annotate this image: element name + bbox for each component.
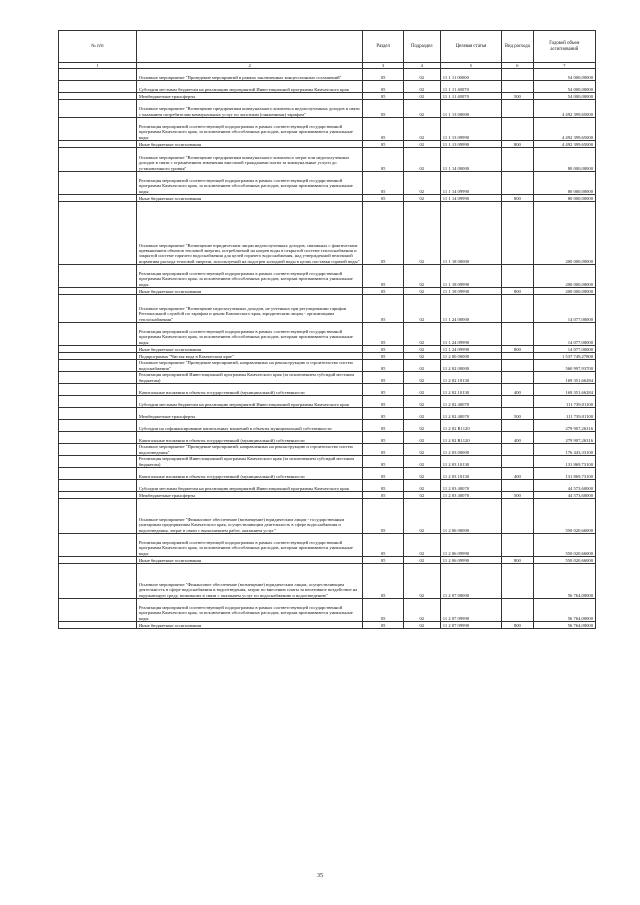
row-name: Реализация мероприятий соответствующей подпрограммы в рамках соответствующей государственной программы Камчатского края, за исключением обособленных расходов, которым присваиваются уникальные коды xyxy=(136,599,363,622)
row-amount: 550 020,66000 xyxy=(533,499,595,534)
row-section: 05 xyxy=(363,195,403,202)
page-number: 35 xyxy=(317,873,323,879)
row-subsection: 02 xyxy=(403,534,440,557)
row-section: 05 xyxy=(363,622,403,629)
row-expense-type xyxy=(502,81,534,93)
row-expense-type: 800 xyxy=(502,195,534,202)
row-name: Субсидии на софинансирование капитальных вложений в объекты муниципальной собственности xyxy=(136,420,363,432)
row-section: 05 xyxy=(363,396,403,408)
row-amount: 14 077,00000 xyxy=(533,323,595,346)
row-expense-type xyxy=(502,456,534,468)
row-name: Основное мероприятие "Возмещение предприятиям коммунального комплекса недополученных доходов в связи с оказанием потребителям коммунальных услуг по льготным (сниженным) тарифам" xyxy=(136,100,363,118)
row-amount: 1 537 749,27800 xyxy=(533,353,595,360)
row-number-cell xyxy=(59,148,137,172)
row-section: 05 xyxy=(363,384,403,396)
row-amount: 200 000,00000 xyxy=(533,202,595,265)
row-name: Основное мероприятие "Проведение мероприятий в рамках заключенных концессионных соглашений" xyxy=(136,69,363,81)
row-article: 11 1 13 09990 xyxy=(440,118,501,141)
row-subsection: 02 xyxy=(403,408,440,420)
table-row xyxy=(59,396,596,408)
row-amount: 131 869,73100 xyxy=(533,468,595,480)
row-section: 05 xyxy=(363,295,403,323)
table-row xyxy=(59,93,596,100)
row-amount: 550 020,66000 xyxy=(533,534,595,557)
row-expense-type xyxy=(502,265,534,288)
header-subsection: Подраздел xyxy=(403,31,440,63)
row-number-cell xyxy=(59,323,137,346)
row-amount: 550 020,66000 xyxy=(533,557,595,564)
table-row xyxy=(59,599,596,622)
row-subsection: 02 xyxy=(403,195,440,202)
row-name: Реализация мероприятий Инвестиционной программы Камчатского края (за исключением субсидий местным бюджетам) xyxy=(136,372,363,384)
row-name: Межбюджетные трансферты xyxy=(136,408,363,420)
row-amount: 54 000,00000 xyxy=(533,69,595,81)
row-amount: 56 764,00000 xyxy=(533,599,595,622)
row-article: 11 2 02 40070 xyxy=(440,396,501,408)
table-row xyxy=(59,408,596,420)
row-section: 05 xyxy=(363,420,403,432)
row-subsection: 02 xyxy=(403,265,440,288)
row-subsection: 02 xyxy=(403,599,440,622)
row-number-cell xyxy=(59,564,137,599)
row-expense-type: 400 xyxy=(502,384,534,396)
row-article: 11 2 07 09990 xyxy=(440,599,501,622)
row-amount: 4 492 399,65000 xyxy=(533,141,595,148)
row-number-cell xyxy=(59,172,137,195)
row-expense-type: 500 xyxy=(502,408,534,420)
row-amount: 169 351,66284 xyxy=(533,372,595,384)
row-name: Иные бюджетные ассигнования xyxy=(136,622,363,629)
row-subsection: 02 xyxy=(403,372,440,384)
column-number: 6 xyxy=(502,63,534,69)
row-subsection: 02 xyxy=(403,622,440,629)
row-name: Иные бюджетные ассигнования xyxy=(136,195,363,202)
row-section: 05 xyxy=(363,346,403,353)
row-section: 05 xyxy=(363,444,403,456)
table-body xyxy=(59,69,596,629)
row-subsection: 02 xyxy=(403,93,440,100)
row-subsection: 02 xyxy=(403,499,440,534)
row-number-cell xyxy=(59,444,137,456)
row-name: Капитальные вложения в объекты государственной (муниципальной) собственности xyxy=(136,384,363,396)
row-expense-type xyxy=(502,295,534,323)
row-article: 11 2 02 10130 xyxy=(440,372,501,384)
row-name: Основное мероприятие "Проведение мероприятий, направленных на реконструкцию и строительство систем водоснабжения" xyxy=(136,360,363,372)
row-section: 05 xyxy=(363,468,403,480)
row-subsection: 02 xyxy=(403,444,440,456)
row-subsection: 02 xyxy=(403,69,440,81)
table-row xyxy=(59,384,596,396)
row-article: 11 2 03 10130 xyxy=(440,456,501,468)
row-section: 05 xyxy=(363,100,403,118)
row-section: 05 xyxy=(363,69,403,81)
row-name: Иные бюджетные ассигнования xyxy=(136,141,363,148)
row-article: 11 1 14 09990 xyxy=(440,195,501,202)
row-name: Реализация мероприятий соответствующей подпрограммы в рамках соответствующей государственной программы Камчатского края, за исключением обособленных расходов, которым присваиваются уникальные коды xyxy=(136,323,363,346)
table-row xyxy=(59,81,596,93)
row-subsection: 02 xyxy=(403,557,440,564)
table-row xyxy=(59,118,596,141)
table-row xyxy=(59,622,596,629)
row-number-cell xyxy=(59,100,137,118)
row-article: 11 2 00 00000 xyxy=(440,353,501,360)
row-name: Межбюджетные трансферты xyxy=(136,492,363,499)
table-row xyxy=(59,468,596,480)
row-number-cell xyxy=(59,265,137,288)
budget-table xyxy=(58,30,596,629)
table-row xyxy=(59,444,596,456)
row-number-cell xyxy=(59,195,137,202)
row-article: 11 2 03 40070 xyxy=(440,480,501,492)
table-row xyxy=(59,360,596,372)
row-number-cell xyxy=(59,93,137,100)
column-number: 4 xyxy=(403,63,440,69)
row-subsection: 02 xyxy=(403,353,440,360)
row-section: 05 xyxy=(363,265,403,288)
row-article: 11 2 06 09990 xyxy=(440,557,501,564)
row-amount: 80 000,00000 xyxy=(533,195,595,202)
row-number-cell xyxy=(59,622,137,629)
row-number-cell xyxy=(59,69,137,81)
row-amount: 111 739,01100 xyxy=(533,396,595,408)
row-expense-type: 500 xyxy=(502,492,534,499)
row-subsection: 02 xyxy=(403,148,440,172)
row-article: 11 2 03 40070 xyxy=(440,492,501,499)
table-header xyxy=(59,31,596,69)
table-row xyxy=(59,372,596,384)
row-amount: 14 077,00000 xyxy=(533,346,595,353)
row-name: Реализация мероприятий соответствующей подпрограммы в рамках соответствующей государственной программы Камчатского края, за исключением обособленных расходов, которым присваиваются уникальные коды xyxy=(136,172,363,195)
row-article: 11 1 13 09990 xyxy=(440,141,501,148)
row-amount: 200 000,00000 xyxy=(533,288,595,295)
row-name: Иные бюджетные ассигнования xyxy=(136,557,363,564)
row-name: Подпрограмма "Чистая вода в Камчатском крае" xyxy=(136,353,363,360)
row-expense-type: 800 xyxy=(502,557,534,564)
row-name: Иные бюджетные ассигнования xyxy=(136,288,363,295)
row-number-cell xyxy=(59,492,137,499)
row-number-cell xyxy=(59,202,137,265)
row-article: 11 2 07 09990 xyxy=(440,622,501,629)
table-row xyxy=(59,420,596,432)
row-amount: 80 000,00000 xyxy=(533,148,595,172)
table-row xyxy=(59,323,596,346)
row-amount: 560 997,93700 xyxy=(533,360,595,372)
row-subsection: 02 xyxy=(403,81,440,93)
row-article: 11 1 11 40070 xyxy=(440,93,501,100)
row-subsection: 02 xyxy=(403,288,440,295)
row-name: Основное мероприятие "Возмещение предприятиям коммунального комплекса затрат или недополученных доходов в связи с ограничением изменения вносимой гражданами платы за коммунальные услуги до установленного уровня" xyxy=(136,148,363,172)
row-amount: 176 443,33100 xyxy=(533,444,595,456)
row-expense-type xyxy=(502,599,534,622)
row-section: 05 xyxy=(363,141,403,148)
row-amount: 4 492 399,65000 xyxy=(533,100,595,118)
row-amount: 169 351,66284 xyxy=(533,384,595,396)
row-amount: 80 000,00000 xyxy=(533,172,595,195)
row-section: 05 xyxy=(363,557,403,564)
row-name: Капитальные вложения в объекты государственной (муниципальной) собственности xyxy=(136,432,363,444)
row-expense-type xyxy=(502,564,534,599)
row-subsection: 02 xyxy=(403,456,440,468)
row-subsection: 02 xyxy=(403,468,440,480)
header-name xyxy=(136,31,363,63)
header-number: № п/п xyxy=(59,31,137,63)
row-article: 11 2 03 10130 xyxy=(440,468,501,480)
header-expense-type: Вид расхода xyxy=(502,31,534,63)
row-subsection: 02 xyxy=(403,202,440,265)
row-subsection: 02 xyxy=(403,420,440,432)
header-section: Раздел xyxy=(363,31,403,63)
row-article: 11 2 07 00000 xyxy=(440,564,501,599)
column-number: 5 xyxy=(440,63,501,69)
row-name: Субсидии местным бюджетам на реализацию мероприятий Инвестиционной программы Камчатского края xyxy=(136,396,363,408)
row-number-cell xyxy=(59,81,137,93)
row-section: 05 xyxy=(363,408,403,420)
row-expense-type xyxy=(502,118,534,141)
row-number-cell xyxy=(59,480,137,492)
column-number: 1 xyxy=(59,63,137,69)
table-row xyxy=(59,456,596,468)
row-amount: 54 000,00000 xyxy=(533,81,595,93)
row-subsection: 02 xyxy=(403,323,440,346)
row-name: Реализация мероприятий соответствующей подпрограммы в рамках соответствующей государственной программы Камчатского края, за исключением обособленных расходов, которым присваиваются уникальные коды xyxy=(136,265,363,288)
table-row xyxy=(59,346,596,353)
row-number-cell xyxy=(59,557,137,564)
row-article: 11 2 06 00000 xyxy=(440,499,501,534)
row-amount: 279 907,26316 xyxy=(533,420,595,432)
row-article: 11 1 14 00000 xyxy=(440,148,501,172)
row-article: 11 2 02 40070 xyxy=(440,408,501,420)
row-name: Основное мероприятие "Проведение мероприятий, направленных на реконструкцию и строительство систем водоотведения" xyxy=(136,444,363,456)
row-article: 11 1 24 09990 xyxy=(440,346,501,353)
row-number-cell xyxy=(59,288,137,295)
row-section: 05 xyxy=(363,81,403,93)
table-row xyxy=(59,288,596,295)
row-section: 05 xyxy=(363,499,403,534)
table-row xyxy=(59,195,596,202)
header-article: Целевая статья xyxy=(440,31,501,63)
row-article: 11 1 18 00000 xyxy=(440,202,501,265)
row-article: 11 2 02 00000 xyxy=(440,360,501,372)
row-article: 11 1 11 00000 xyxy=(440,69,501,81)
row-number-cell xyxy=(59,295,137,323)
row-number-cell xyxy=(59,534,137,557)
row-section: 05 xyxy=(363,456,403,468)
row-article: 11 1 24 09990 xyxy=(440,323,501,346)
row-article: 11 2 02 R1120 xyxy=(440,420,501,432)
row-subsection: 02 xyxy=(403,295,440,323)
row-number-cell xyxy=(59,396,137,408)
row-expense-type xyxy=(502,499,534,534)
table-row xyxy=(59,492,596,499)
table-row xyxy=(59,69,596,81)
row-name: Капитальные вложения в объекты государственной (муниципальной) собственности xyxy=(136,468,363,480)
row-expense-type xyxy=(502,480,534,492)
column-number: 3 xyxy=(363,63,403,69)
row-expense-type: 800 xyxy=(502,141,534,148)
table-row xyxy=(59,295,596,323)
row-name: Субсидии местным бюджетам на реализацию мероприятий Инвестиционной программы Камчатского края xyxy=(136,480,363,492)
row-section: 05 xyxy=(363,93,403,100)
row-number-cell xyxy=(59,372,137,384)
row-number-cell xyxy=(59,353,137,360)
row-subsection: 02 xyxy=(403,480,440,492)
row-subsection: 02 xyxy=(403,100,440,118)
row-section: 05 xyxy=(363,492,403,499)
table-row xyxy=(59,499,596,534)
row-section: 05 xyxy=(363,353,403,360)
row-article: 11 1 24 00000 xyxy=(440,295,501,323)
row-expense-type: 800 xyxy=(502,346,534,353)
row-amount: 200 000,00000 xyxy=(533,265,595,288)
row-amount: 54 000,00000 xyxy=(533,93,595,100)
row-article: 11 2 06 09990 xyxy=(440,534,501,557)
row-amount: 44 573,60000 xyxy=(533,480,595,492)
row-expense-type xyxy=(502,100,534,118)
table-row xyxy=(59,141,596,148)
row-article: 11 1 11 40070 xyxy=(440,81,501,93)
row-section: 05 xyxy=(363,172,403,195)
row-expense-type xyxy=(502,69,534,81)
row-expense-type xyxy=(502,396,534,408)
row-name: Иные бюджетные ассигнования xyxy=(136,346,363,353)
row-subsection: 02 xyxy=(403,396,440,408)
row-name: Основное мероприятие "Возмещение юридическим лицам недополученных доходов, связанных с фактическим превышением объемов тепловой энергии, потребляемой на нагрев воды в открытой системе теплоснабжения и закрытой системе горячего водоснабжения для целей горячего водоснабжения, над утвержденной величиной норматива расхода тепловой энергии, используемой на подогрев холодной воды в целях поставки горячей воды" xyxy=(136,202,363,265)
table-row xyxy=(59,265,596,288)
row-expense-type: 800 xyxy=(502,622,534,629)
row-amount: 56 764,00000 xyxy=(533,564,595,599)
row-amount: 44 573,60000 xyxy=(533,492,595,499)
row-amount: 131 869,73100 xyxy=(533,456,595,468)
row-article: 11 2 03 00000 xyxy=(440,444,501,456)
row-subsection: 02 xyxy=(403,141,440,148)
row-expense-type: 800 xyxy=(502,288,534,295)
row-section: 05 xyxy=(363,534,403,557)
row-name: Основное мероприятие "Финансовое обеспечение (возмещение) юридическим лицам - государственным унитарным предприятиям Камчатского края, осуществляющим деятельность в сфере водоснабжения и водоотведения, затрат в связи с выполнением работ, оказанием услуг" xyxy=(136,499,363,534)
row-number-cell xyxy=(59,384,137,396)
row-name: Субсидии местным бюджетам на реализацию мероприятий Инвестиционной программы Камчатского края xyxy=(136,81,363,93)
row-expense-type xyxy=(502,372,534,384)
row-subsection: 02 xyxy=(403,432,440,444)
row-expense-type: 500 xyxy=(502,93,534,100)
row-number-cell xyxy=(59,118,137,141)
row-expense-type: 400 xyxy=(502,432,534,444)
row-section: 05 xyxy=(363,202,403,265)
row-expense-type xyxy=(502,444,534,456)
table-row xyxy=(59,172,596,195)
row-subsection: 02 xyxy=(403,360,440,372)
row-number-cell xyxy=(59,408,137,420)
row-article: 11 1 18 09990 xyxy=(440,288,501,295)
row-article: 11 2 02 R1120 xyxy=(440,432,501,444)
table-row xyxy=(59,432,596,444)
row-section: 05 xyxy=(363,118,403,141)
row-amount: 111 739,01100 xyxy=(533,408,595,420)
column-number: 7 xyxy=(533,63,595,69)
row-expense-type xyxy=(502,323,534,346)
row-number-cell xyxy=(59,499,137,534)
row-amount: 14 077,00000 xyxy=(533,295,595,323)
row-article: 11 1 14 09990 xyxy=(440,172,501,195)
row-subsection: 02 xyxy=(403,384,440,396)
row-amount: 4 492 399,65000 xyxy=(533,118,595,141)
row-name: Реализация мероприятий соответствующей подпрограммы в рамках соответствующей государственной программы Камчатского края, за исключением обособленных расходов, которым присваиваются уникальные коды xyxy=(136,534,363,557)
table-row xyxy=(59,534,596,557)
row-name: Основное мероприятие "Возмещение недополученных доходов, не учтенных при регулировании тарифов Региональной службой по тарифам и ценам Камчатского края, юридическим лицам - организациям теплоснабжения" xyxy=(136,295,363,323)
row-section: 05 xyxy=(363,372,403,384)
row-name: Реализация мероприятий соответствующей подпрограммы в рамках соответствующей государственной программы Камчатского края, за исключением обособленных расходов, которым присваиваются уникальные коды xyxy=(136,118,363,141)
row-subsection: 02 xyxy=(403,172,440,195)
table-row xyxy=(59,480,596,492)
row-name: Реализация мероприятий Инвестиционной программы Камчатского края (за исключением субсидий местным бюджетам) xyxy=(136,456,363,468)
header-amount: Годовой объем ассигнований xyxy=(533,31,595,63)
row-article: 11 1 18 09990 xyxy=(440,265,501,288)
table-row xyxy=(59,148,596,172)
row-number-cell xyxy=(59,141,137,148)
row-number-cell xyxy=(59,420,137,432)
column-number: 2 xyxy=(136,63,363,69)
row-article: 11 2 02 10130 xyxy=(440,384,501,396)
row-expense-type xyxy=(502,420,534,432)
row-amount: 279 907,26316 xyxy=(533,432,595,444)
table-row xyxy=(59,202,596,265)
row-expense-type xyxy=(502,353,534,360)
table-row xyxy=(59,100,596,118)
row-subsection: 02 xyxy=(403,492,440,499)
row-name: Межбюджетные трансферты xyxy=(136,93,363,100)
row-expense-type xyxy=(502,534,534,557)
row-section: 05 xyxy=(363,432,403,444)
row-section: 05 xyxy=(363,323,403,346)
row-number-cell xyxy=(59,599,137,622)
table-row xyxy=(59,353,596,360)
table-row xyxy=(59,564,596,599)
row-number-cell xyxy=(59,456,137,468)
row-section: 05 xyxy=(363,480,403,492)
table-row xyxy=(59,557,596,564)
row-article: 11 1 13 00000 xyxy=(440,100,501,118)
row-expense-type xyxy=(502,202,534,265)
row-number-cell xyxy=(59,432,137,444)
row-expense-type xyxy=(502,360,534,372)
row-expense-type xyxy=(502,172,534,195)
row-section: 05 xyxy=(363,148,403,172)
row-section: 05 xyxy=(363,360,403,372)
row-amount: 56 764,00000 xyxy=(533,622,595,629)
row-section: 05 xyxy=(363,599,403,622)
row-name: Основное мероприятие "Финансовое обеспечение (возмещение) юридическим лицам, осуществляющим деятельность в сфере водоснабжения и водоотведения, затрат по внесению платы за негативное воздействие на окружающую среду, возникших в связи с оказанием услуг по водоснабжению и водоотведению" xyxy=(136,564,363,599)
row-subsection: 02 xyxy=(403,564,440,599)
row-section: 05 xyxy=(363,564,403,599)
row-subsection: 02 xyxy=(403,118,440,141)
row-expense-type xyxy=(502,148,534,172)
row-section: 05 xyxy=(363,288,403,295)
row-subsection: 02 xyxy=(403,346,440,353)
row-number-cell xyxy=(59,360,137,372)
row-number-cell xyxy=(59,346,137,353)
row-number-cell xyxy=(59,468,137,480)
row-expense-type: 400 xyxy=(502,468,534,480)
